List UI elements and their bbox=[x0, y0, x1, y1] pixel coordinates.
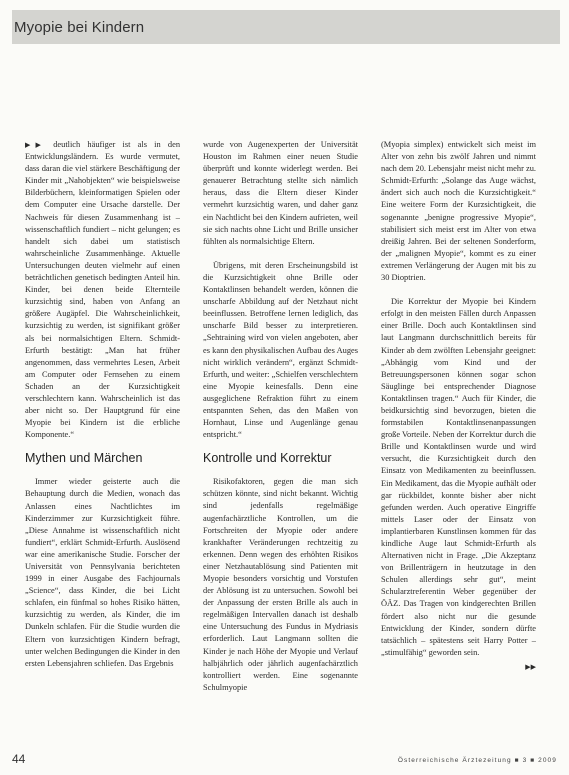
continuation-marker-icon: ▶▶ bbox=[25, 141, 47, 149]
text-column-2 bbox=[203, 139, 358, 761]
paragraph: Übrigens, mit deren Erscheinungsbild ist die Kurzsichtigkeit ohne Brille oder Kontaktlinsen behandelt werden, können die unscharfe Abbildung auf der Netzhaut nicht beeinflussen. Betroffene lernen lediglich, das unscharfe Bild besser zu interpretieren. „Sehtraining wird von vielen angeboten, aber es kann den physikalischen Aufbau des Auges nicht wirklich verändern“, ergänzt Schmidt-Erfurth, und weiter: „Schielfen verschlechtern eine Myopie keinesfalls. Denn eine ausgeglichene Refraktion führt zu einem entspannten Sehen, das den Maßen von Hornhaut, Linse und Augenlänge genau entspricht.“ bbox=[203, 260, 358, 440]
paragraph: wurde von Augenexperten der Universität Houston im Rahmen einer neuen Studie überprüft und konnte widerlegt werden. Bei genauerer Betrachtung stellte sich nämlich heraus, dass die Eltern dieser Kinder vermehrt kurzsichtig waren, und daher ganz ein Nachtlicht bei den Kindern aufrieten, weil sie sich nachts ohne Licht und Brille unsicher fühlten als normalsichtige Eltern. bbox=[203, 140, 358, 246]
publication-footer: Österreichische Ärztezeitung ■ 3 ■ 2009 bbox=[397, 757, 557, 764]
text-column-1 bbox=[25, 139, 180, 761]
paragraph: Die Korrektur der Myopie bei Kindern erfolgt in den meisten Fällen durch Anpassen einer Brille. Doch auch Kontaktlinsen sind laut Langmann durchschnittlich bereits für Kinder ab dem zwölften Lebensjahr geeignet: „Abhängig vom Kind und der Betreuungspersonen können sogar schon Säuglinge bei entsprechender Diagnose Kontaktlinsen tragen.“ Auch für Kinder, die beidkursichtig sind bevorzugen, bieten die formstabilen Kontaktlinsenanpassungen große Vorteile. Neben der Korrektur durch die Brille und Kontaktlinsen wurde und wird versucht, die Kurzsichtigkeit durch den Einsatz von Medikamenten zu beeinflussen. Ein Medikament, das die Myopie aufhält oder gar rückbildet, konnte bisher aber nicht gefunden werden. Auch operative Eingriffe mittels Laser oder der Einsatz von implantierbaren Kunstlinsen kommen für das kindliche Auge laut Schmidt-Erfurth als Alternativen nicht in Frage. „Die Akzeptanz von Brillenträgern in heutzutage in den Schulen allerdings sehr gut“, meint Schularztreferentin Weber gegenüber der ÖÄZ. Das Tragen von kindgerechten Brillen fördert also nicht nur die gesunde Entwicklung der Kinder, sondern dürfte tatsächlich – spätestens seit Harry Potter – „stimulfähig“ geworden sein. bbox=[381, 297, 536, 657]
text-column-3 bbox=[381, 139, 536, 761]
section-heading-myths: Mythen und Märchen bbox=[25, 451, 143, 466]
section-heading-control: Kontrolle und Korrektur bbox=[203, 451, 332, 466]
paragraph: (Myopia simplex) entwickelt sich meist im Alter von zehn bis zwölf Jahren und nimmt nach dem 20. Lebensjahr meist nicht mehr zu. Schmidt-Erfurth: „Solange das Auge wächst, ändert sich auch noch die Kurzsichtigkeit.“ Eine weitere Form der Kurzsichtigkeit, die sogenannte „benigne progressive Myopie“, stabilisiert sich meist erst im Alter von etwa dreißig Jahren. Bei der seltenen Sonderform, der „malignen Myopie“, kommt es zu einer extremen Verlängerung der Augen mit bis zu 30 Dioptrien. bbox=[381, 140, 536, 283]
paragraph: Risikofaktoren, gegen die man sich schützen könnte, sind nicht bekannt. Wichtig sind jedenfalls regelmäßige augenfachärztliche Kontrollen, um die Fortschreiten der Myopie oder andere krankhafter Veränderungen rechtzeitig zu erkennen. Denn wegen des erhöhten Risikos einer Netzhautablösung sind Patienten mit Myopie besonders vorsichtig und Vorstufen der Ablösung ist zu untersuchen. Sowohl bei der Anpassung der ersten Brille als auch in regelmäßigen Intervallen danach ist deshalb eine Untersuchung des Fundus in Mydriasis erforderlich. Laut Langmann sollten die Kinder je nach Höhe der Myopie und Verlauf halbjährlich oder jährlich augenfachärztlich kontrolliert werden. Eine sogenannte Schulmyopie bbox=[203, 477, 358, 692]
page-number: 44 bbox=[12, 752, 26, 766]
paragraph: Immer wieder geisterte auch die Behauptung durch die Medien, wonach das Anlassen eines Nachtlichtes im Kinderzimmer zur Kurzsichtigkeit führe. „Diese Annahme ist wissenschaftlich nicht fundiert“, erklärt Schmidt-Erfurth. Auslösend war eine amerikanische Studie. Forscher der Universität von Pennsylvania berichteten 1999 in einer Ausgabe des Fachjournals „Science“, dass Kinder, die bei Licht schlafen, ein fünfmal so hohes Risiko hätten, kurzsichtig zu werden, als Kinder, die im Dunkeln schlafen. Für die Studie wurden die Eltern von kurzsichtigen Kindern befragt, unter welchen Bedingungen die Kinder in den ersten Lebensjahren schliefen. Das Ergebnis bbox=[25, 477, 180, 668]
page-title: Myopie bei Kindern bbox=[14, 19, 145, 36]
end-marker-icon: ▶▶ bbox=[525, 662, 536, 671]
paragraph bbox=[25, 139, 180, 441]
paragraph-text: deutlich häufiger ist als in den Entwicklungsländern. Es wurde vermutet, dass daran die viel stärkere Beschäftigung der Kinder mit „Nahobjekten“ wie beispielsweise Bilderbüchern, kleinformatigen Spielen oder dem Computer eine Ursache darstelle. Der Nachweis für diesen Zusammenhang ist – wissenschaftlich fundiert – nicht gelungen; es handelt sich dabei um statistisch wahrscheinliche Zusammenhänge. Aktuelle Untersuchungen deuten vielmehr auf einen beträchtlichen genetisch bedingten Anteil hin. Kinder, bei denen beide Elternteile kurzsichtig sind, haben von Anfang an größere Augäpfel. Die Wahrscheinlichkeit, kurzsichtig zu werden, ist signifikant größer als bei normalsichtigen Eltern. Schmidt-Erfurth bestätigt: „Man hat früher angenommen, dass vermehrtes Lesen, Arbeit am Computer oder Fernsehen zu einem Schaden an der Kurzsichtigkeit verschlechtern kann. Wahrscheinlich ist das aber nicht so. Der Hauptgrund für eine Myopie bei Kindern ist die erbliche Komponente.“ bbox=[25, 140, 180, 440]
